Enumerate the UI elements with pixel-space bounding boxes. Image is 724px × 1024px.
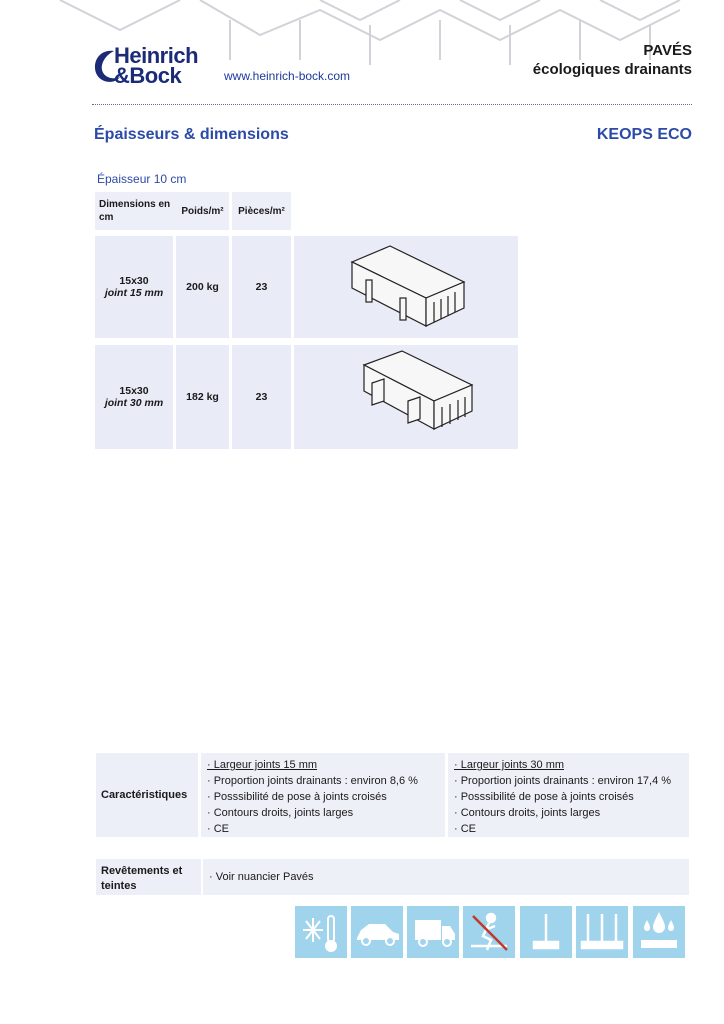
category-title: PAVÉS — [643, 42, 692, 59]
row-1-size: 15x30 — [119, 275, 149, 287]
char-30-line-4: · Contours droits, joints larges — [454, 807, 601, 819]
row-2-paver-image — [294, 345, 518, 449]
coatings-value: · Voir nuancier Pavés — [203, 859, 689, 895]
no-deicing-salt-icon — [463, 906, 515, 958]
thickness-label: Épaisseur 10 cm — [97, 172, 187, 186]
website-link[interactable]: www.heinrich-bock.com — [224, 69, 351, 83]
table-row-2-dimensions — [95, 345, 173, 449]
char-15-line-4: · Contours droits, joints larges — [207, 807, 354, 819]
characteristics-joint-15 — [201, 753, 445, 837]
char-15-line-1: · Largeur joints 15 mm — [207, 759, 318, 771]
table-row-1-dimensions — [95, 236, 173, 338]
row-2-joint: joint 30 mm — [104, 397, 164, 409]
row-1-paver-image — [294, 236, 518, 338]
row-1-joint: joint 15 mm — [104, 287, 164, 299]
logo-text-heinrich: Heinrich — [114, 43, 199, 68]
car-icon — [351, 906, 403, 958]
brush-icon — [520, 906, 572, 958]
char-30-line-3: · Posssibilité de pose à joints croisés — [454, 791, 634, 803]
characteristics-joint-30 — [448, 753, 689, 837]
table-header-pieces: Pièces/m² — [232, 192, 291, 230]
char-15-line-5: · CE — [207, 823, 229, 835]
table-header-weight: Poids/m² — [176, 192, 229, 230]
characteristics-label: Caractéristiques — [96, 753, 198, 837]
water-drops-icon — [633, 906, 685, 958]
char-30-line-2: · Proportion joints drainants : environ 17,4 % — [454, 775, 672, 787]
char-15-line-3: · Posssibilité de pose à joints croisés — [207, 791, 387, 803]
row-1-weight: 200 kg — [176, 236, 229, 338]
char-30-line-5: · CE — [454, 823, 476, 835]
multiple-brushes-icon — [576, 906, 628, 958]
row-2-weight: 182 kg — [176, 345, 229, 449]
row-2-pieces: 23 — [232, 345, 291, 449]
char-30-line-1: · Largeur joints 30 mm — [454, 759, 565, 771]
table-header-dimensions: Dimensions en cm — [95, 192, 177, 230]
category-subtitle: écologiques drainants — [532, 61, 692, 78]
truck-icon — [407, 906, 459, 958]
section-title: Épaisseurs & dimensions — [94, 126, 289, 143]
header-divider — [92, 104, 692, 105]
paver-joint-15-icon — [294, 236, 518, 338]
row-1-pieces: 23 — [232, 236, 291, 338]
product-name: KEOPS ECO — [596, 126, 692, 143]
paver-joint-30-icon — [294, 345, 518, 449]
char-15-line-2: · Proportion joints drainants : environ 8,6 % — [207, 775, 418, 787]
logo-text-bock: &Bock — [114, 63, 182, 88]
frost-thermometer-icon — [295, 906, 347, 958]
company-logo — [92, 43, 222, 87]
row-2-size: 15x30 — [119, 385, 149, 397]
coatings-label: Revêtements et teintes — [96, 859, 201, 895]
